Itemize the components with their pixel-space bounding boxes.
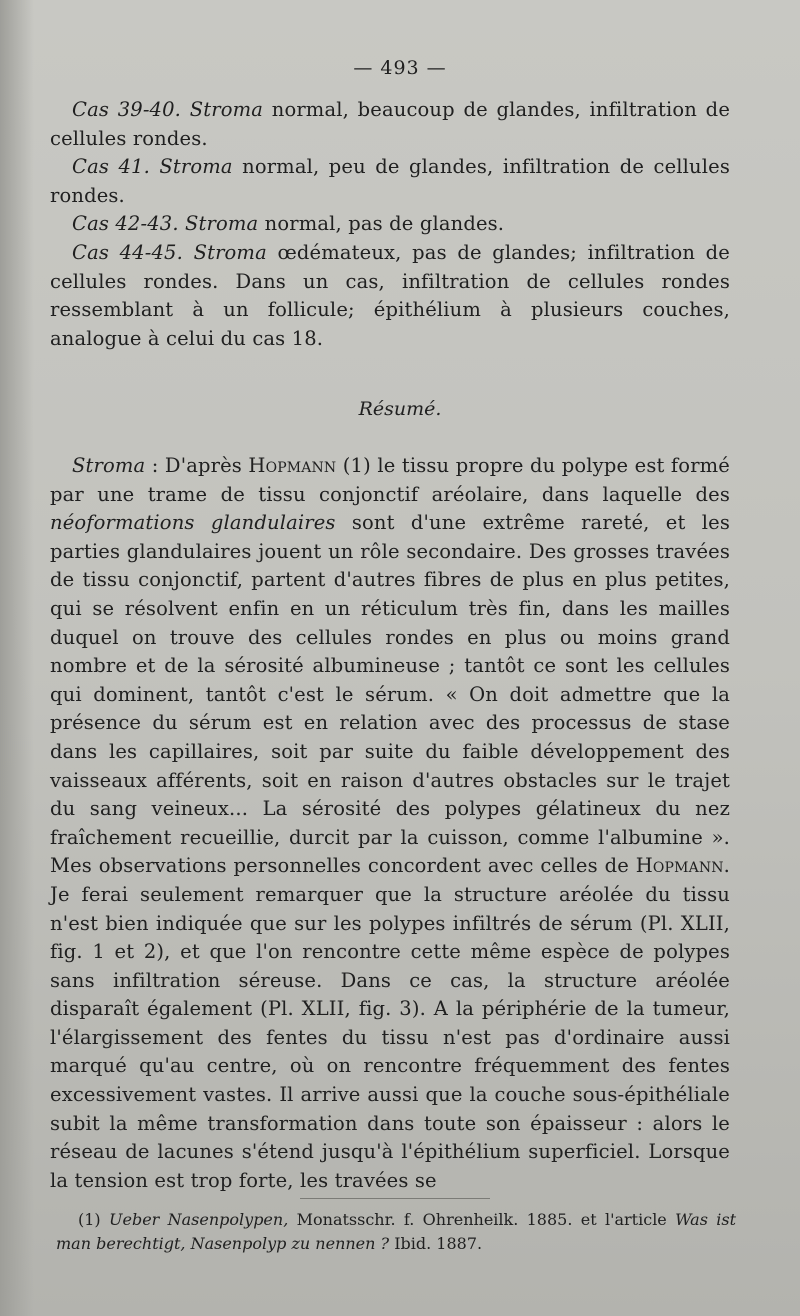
text-run: : D'après: [145, 454, 249, 477]
case-paragraph: [50, 239, 730, 353]
case-label: Cas 42-43.: [72, 212, 179, 236]
footnote-marker: (1): [78, 1210, 109, 1229]
emphasis-term: néoformations glandulaires: [50, 511, 336, 535]
footnote-paragraph: [56, 1208, 736, 1256]
footnote: [56, 1208, 736, 1256]
case-list: [50, 96, 730, 353]
section-heading: Résumé.: [358, 398, 442, 420]
summary-body: [50, 452, 730, 1195]
text-run: Ibid. 1887.: [389, 1234, 483, 1253]
case-label: Cas 39-40.: [72, 98, 182, 121]
text-run: . Je ferai seulement remarquer que la structure aréolée du tissu n'est bien indiquée que sur les polypes infiltrés de sérum (Pl. XLII, fig. 1 et 2), et que l'on rencontre cette même espèce de polypes sans infiltration séreuse. Dans ce cas, la structure aréolée disparaît également (Pl. XLII, fig. 3). A la périphérie de la tumeur, l'élargissement des fentes du tissu n'est pas d'ordinaire aussi marqué qu'au centre, où on rencontre fréquemment des fentes excessivement vastes. Il arrive aussi que la couche sous-épithéliale subit la même transformation dans toute son épaisseur : alors le réseau de lacunes s'étend jusqu'à l'épithélium superficiel. Lorsque la tension est trop forte, les travées se: [50, 854, 730, 1192]
text-run: (1) le tissu propre du polype est formé par une trame de tissu conjonctif aréolaire, dans laquelle des: [50, 454, 730, 506]
case-text: œdémateux, pas de glandes; infiltration de cellules rondes. Dans un cas, infiltration de cellules rondes ressemblant à un follicule; épithélium à plusieurs couches, analogue à celui du cas 18.: [50, 240, 730, 350]
stroma-term: Stroma: [193, 240, 267, 264]
case-text: normal, peu de glandes, infiltration de cellules rondes.: [50, 155, 730, 207]
case-label: Cas 41.: [72, 155, 150, 179]
case-label: Cas 44-45.: [72, 240, 183, 264]
stroma-term: Stroma: [189, 98, 264, 121]
case-text: normal, beaucoup de glandes, infiltration de cellules rondes.: [50, 98, 731, 150]
case-paragraph: [50, 153, 730, 210]
page-gutter-shadow: [0, 0, 34, 1316]
page-number: — 493 —: [353, 57, 447, 79]
lead-term: Stroma: [72, 454, 146, 477]
summary-paragraph: [50, 452, 730, 1195]
case-paragraph: [50, 96, 730, 153]
footnote-divider: [300, 1198, 490, 1199]
case-paragraph: [50, 210, 730, 239]
footnote-title: Ueber Nasenpolypen,: [109, 1210, 289, 1229]
footnote-title: Was ist man berechtigt, Nasenpolyp zu nennen ?: [56, 1210, 736, 1253]
stroma-term: Stroma: [185, 212, 259, 236]
text-run: Monatsschr. f. Ohrenheilk. 1885. et l'article: [288, 1210, 676, 1229]
author-name: Hopmann: [635, 854, 724, 878]
text-run: sont d'une extrême rareté, et les parties glandulaires jouent un rôle secondaire. Des grosses travées de tissu conjonctif, partent d'autres fibres de plus en plus petites, qui se résolvent enfin en un réticulum très fin, dans les mailles duquel on trouve des cellules rondes en plus ou moins grand nombre et de la sérosité albumineuse ; tantôt ce sont les cellules qui dominent, tantôt c'est le sérum. « On doit admettre que la présence du sérum est en relation avec des processus de stase dans les capillaires, soit par suite du faible développement des vaisseaux afférents, soit en raison d'autres obstacles sur le trajet du sang veineux... La sérosité des polypes gélatineux du nez fraîchement recueillie, durcit par la cuisson, comme l'albumine ». Mes observations personnelles concordent avec celles de: [50, 511, 730, 878]
case-text: normal, pas de glandes.: [258, 212, 505, 236]
stroma-term: Stroma: [159, 155, 233, 179]
author-name: Hopmann: [248, 454, 337, 477]
